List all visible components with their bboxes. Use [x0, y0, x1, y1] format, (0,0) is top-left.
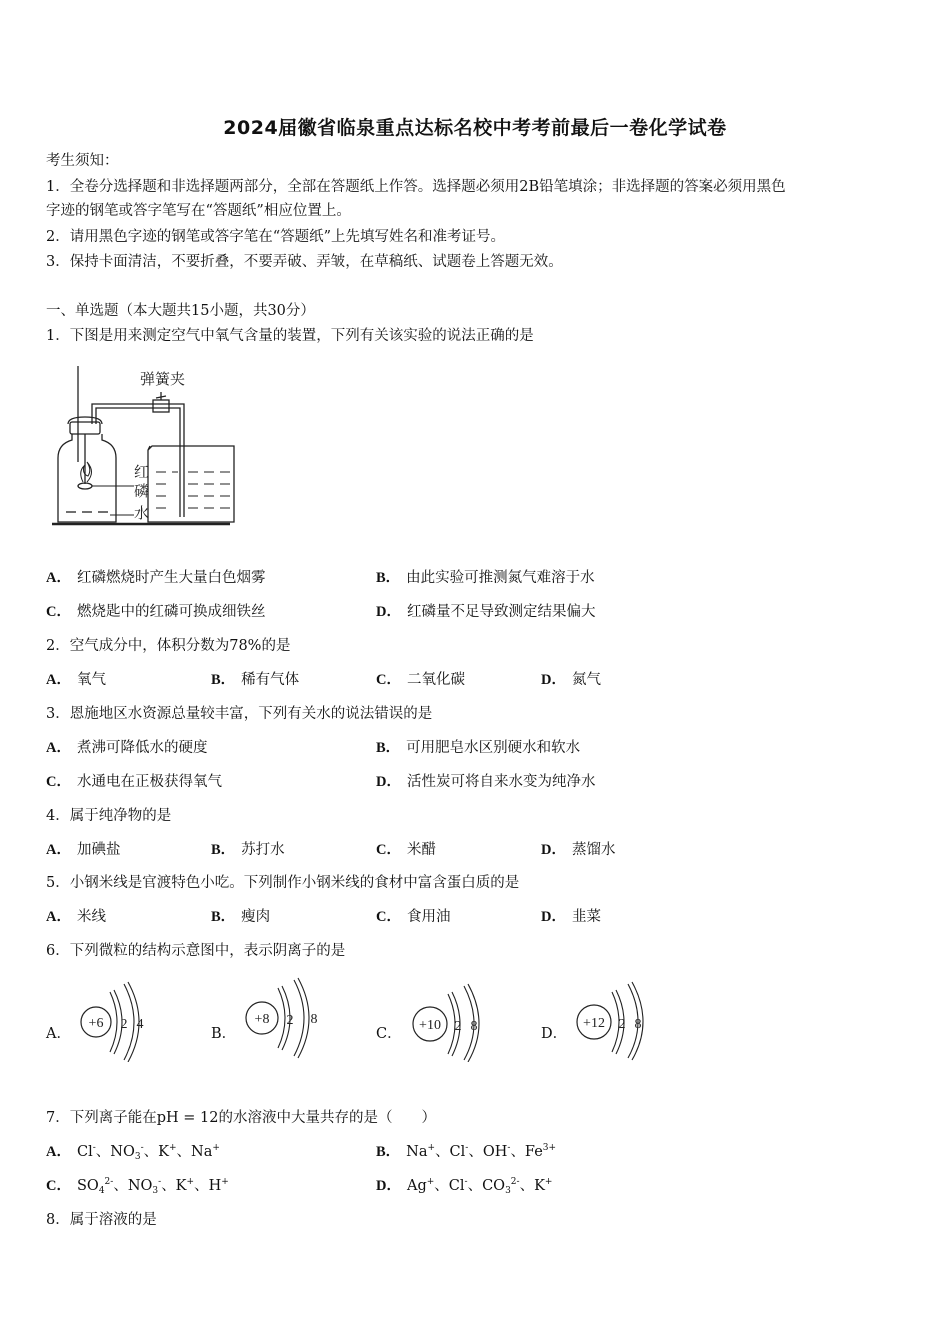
q5-option-d: D． 韭菜: [541, 909, 601, 925]
notice-heading: 考生须知：: [46, 153, 119, 169]
q6-stem: 6．下列微粒的结构示意图中，表示阴离子的是: [46, 943, 346, 959]
q1-option-b: B． 由此实验可推测氮气难溶于水: [376, 570, 595, 586]
svg-text:+8: +8: [254, 1012, 270, 1027]
page-title: 2024届徽省临泉重点达标名校中考考前最后一卷化学试卷: [223, 117, 727, 139]
q7-stem: 7．下列离子能在pH = 12的水溶液中大量共存的是（ ）: [46, 1110, 436, 1126]
svg-text:8: 8: [470, 1019, 478, 1034]
q3-option-d: D． 活性炭可将自来水变为纯净水: [376, 774, 596, 790]
q6-option-a-label: A．: [46, 1026, 71, 1042]
q1-stem: 1．下图是用来测定空气中氧气含量的装置，下列有关该实验的说法正确的是: [46, 328, 534, 344]
q6-atom-c: [410, 980, 496, 1062]
q4-option-d: D． 蒸馏水: [541, 842, 616, 858]
svg-text:+12: +12: [583, 1016, 605, 1031]
q7-option-d: D． Ag+、Cl-、$CO_3^{2-}$、K+: [376, 1177, 553, 1196]
q2-option-c: C． 二氧化碳: [376, 672, 465, 688]
q1-option-a: A． 红磷燃烧时产生大量白色烟雾: [46, 570, 266, 586]
q8-stem: 8．属于溶液的是: [46, 1212, 157, 1228]
q2-option-a: A． 氧气: [46, 672, 106, 688]
section-heading: 一、单选题（本大题共15小题，共30分）: [46, 303, 315, 319]
q7-option-b: B． Na+、Cl-、OH-、$Fe^{3+}$: [376, 1143, 557, 1160]
q4-stem: 4．属于纯净物的是: [46, 808, 172, 824]
q3-option-a: A． 煮沸可降低水的硬度: [46, 740, 208, 756]
q7-option-a: A． Cl-、$NO_3^-$、K+、Na+: [46, 1143, 220, 1162]
q6-option-b-label: B．: [211, 1026, 237, 1042]
q3-option-c: C． 水通电在正极获得氧气: [46, 774, 222, 790]
notice-item-3: 3．保持卡面清洁，不要折叠，不要弄破、弄皱，在草稿纸、试题卷上答题无效。: [46, 254, 563, 270]
svg-text:8: 8: [634, 1017, 642, 1032]
svg-text:2: 2: [454, 1019, 462, 1034]
q6-atom-d: [574, 978, 660, 1062]
q2-option-b: B． 稀有气体: [211, 672, 300, 688]
svg-text:2: 2: [286, 1013, 294, 1028]
notice-item-2: 2．请用黑色字迹的钢笔或答字笔在“答题纸”上先填写姓名和准考证号。: [46, 229, 506, 245]
q1-option-d: D． 红磷量不足导致测定结果偏大: [376, 604, 596, 620]
q4-option-a: A． 加碘盐: [46, 842, 121, 858]
svg-text:4: 4: [136, 1017, 144, 1032]
q6-atom-a: [78, 980, 158, 1062]
phosphorus-label-1: 红: [134, 465, 150, 481]
svg-text:8: 8: [310, 1012, 318, 1027]
q5-option-c: C． 食用油: [376, 909, 451, 925]
q5-stem: 5．小钢米线是官渡特色小吃。下列制作小钢米线的食材中富含蛋白质的是: [46, 875, 520, 891]
q6-atom-b: [242, 976, 324, 1060]
q2-stem: 2．空气成分中，体积分数为78%的是: [46, 638, 291, 654]
q3-option-b: B． 可用肥皂水区别硬水和软水: [376, 740, 581, 756]
phosphorus-label-2: 磷: [134, 484, 150, 500]
q5-option-a: A． 米线: [46, 909, 106, 925]
q1-option-c: C． 燃烧匙中的红磷可换成细铁丝: [46, 604, 266, 620]
q7-option-c: C． $SO_4^{2-}$、$NO_3^-$、K+、H+: [46, 1177, 229, 1196]
notice-item-1b: 字迹的钢笔或答字笔写在“答题纸”相应位置上。: [46, 203, 351, 219]
svg-text:2: 2: [618, 1017, 626, 1032]
oxygen-apparatus-figure: [52, 362, 242, 530]
svg-text:2: 2: [120, 1017, 128, 1032]
q3-stem: 3．恩施地区水资源总量较丰富，下列有关水的说法错误的是: [46, 706, 433, 722]
svg-text:+10: +10: [419, 1018, 441, 1033]
q4-option-c: C． 米醋: [376, 842, 436, 858]
notice-item-1a: 1．全卷分选择题和非选择题两部分，全部在答题纸上作答。选择题必须用2B铅笔填涂；非选择题的答案必须用黑色: [46, 179, 786, 195]
q5-option-b: B． 瘦肉: [211, 909, 271, 925]
svg-text:+6: +6: [88, 1016, 104, 1031]
q6-option-c-label: C．: [376, 1026, 402, 1042]
q6-option-d-label: D．: [541, 1026, 568, 1042]
q4-option-b: B． 苏打水: [211, 842, 285, 858]
water-label: 水: [134, 506, 150, 522]
clip-label: 弹簧夹: [140, 372, 186, 388]
q2-option-d: D． 氮气: [541, 672, 601, 688]
